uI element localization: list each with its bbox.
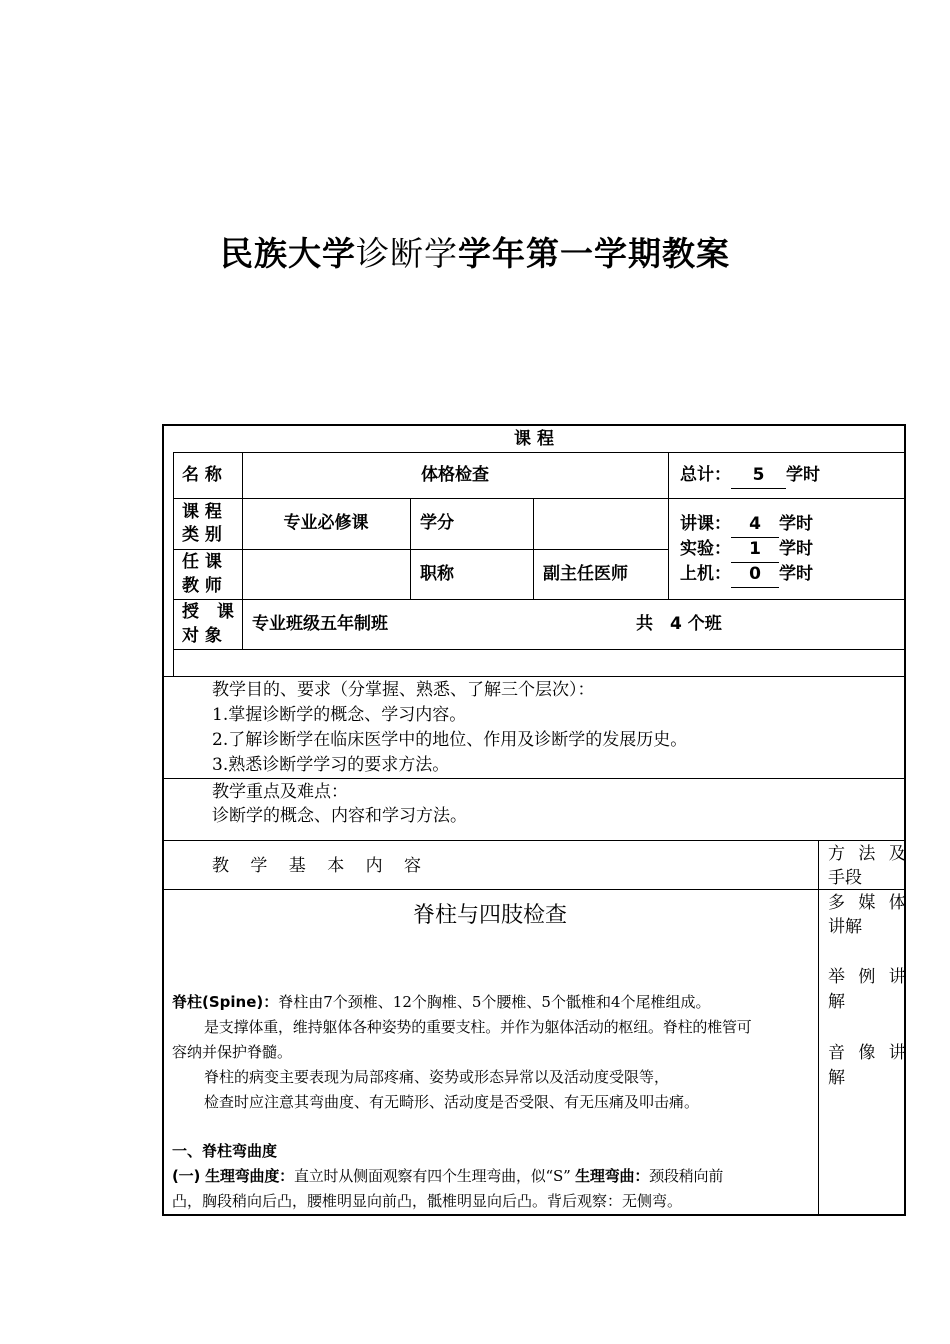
page-title: 民族大学诊断学学年第一学期教案 [220,234,730,273]
lecture-hours: 讲课： 4 学时 [680,512,813,538]
rule [668,452,669,599]
rule [162,889,906,890]
course-header: 课 程 [514,429,554,449]
rank-value: 副主任医师 [543,564,628,584]
computer-hours: 上机： 0 学时 [680,562,813,588]
target-label: 授 课 [182,602,240,622]
spine-paragraph: 检查时应注意其弯曲度、有无畸形、活动度是否受限、有无压痛及叩击痛。 [204,1093,700,1111]
rule [162,778,906,779]
method-header: 手段 [828,868,862,888]
rule [173,452,174,676]
method-item: 多 媒 体 [828,893,910,913]
method-item: 举 例 讲 [828,967,910,987]
rule [173,498,906,499]
teacher-label: 任 课 [182,552,222,572]
method-item: 解 [828,1068,845,1088]
rank-label: 职称 [420,564,454,584]
lab-hours: 实验： 1 学时 [680,537,813,563]
key-points-heading: 教学重点及难点： [212,782,348,802]
objective-item: 1.掌握诊断学的概念、学习内容。 [212,705,467,725]
target-class: 专业班级五年制班 [252,614,388,634]
rule [818,840,819,1216]
total-hours: 总计： 5 学时 [680,463,820,489]
teacher-label: 教 师 [182,576,222,596]
rule [410,498,411,599]
method-item: 解 [828,992,845,1012]
class-count: 共 4 个班 [636,614,722,634]
spine-paragraph: 容纳并保护脊髓。 [172,1043,293,1061]
type-label: 类 别 [182,525,222,545]
rule [173,599,906,600]
method-item: 音 像 讲 [828,1043,910,1063]
rule [162,676,906,677]
content-header: 教 学 基 本 内 容 [212,856,430,876]
curvature-paragraph: 凸，胸段稍向后凸，腰椎明显向前凸，骶椎明显向后凸。背后观察：无侧弯。 [172,1192,683,1210]
rule [162,840,906,841]
course-name: 体格检查 [421,465,489,485]
spine-paragraph: 是支撑体重，维持躯体各种姿势的重要支柱。并作为躯体活动的枢纽。脊柱的椎管可 [204,1018,752,1036]
method-item: 讲解 [828,917,862,937]
rule [173,549,668,550]
target-label: 对 象 [182,626,222,646]
type-label: 课 程 [182,502,222,522]
method-header: 方 法 及 [828,844,910,864]
curvature-paragraph: (一) 生理弯曲度：直立时从侧面观察有四个生理弯曲，似“S” 生理弯曲：颈段稍向前 [172,1167,724,1185]
rule [173,452,906,453]
credit-label: 学分 [420,513,454,533]
course-type: 专业必修课 [283,513,369,533]
spine-definition: 脊柱(Spine)：脊柱由7个颈椎、12个胸椎、5个腰椎、5个骶椎和4个尾椎组成。 [172,993,711,1011]
key-points-text: 诊断学的概念、内容和学习方法。 [212,806,467,826]
spine-paragraph: 脊柱的病变主要表现为局部疼痛、姿势或形态异常以及活动度受限等， [204,1068,670,1086]
curvature-heading: 一、脊柱弯曲度 [172,1142,278,1160]
rule [533,498,534,599]
section-title: 脊柱与四肢检查 [412,903,567,928]
name-label: 名 称 [182,465,222,485]
objectives-heading: 教学目的、要求（分掌握、熟悉、了解三个层次）： [212,680,595,700]
objective-item: 2.了解诊断学在临床医学中的地位、作用及诊断学的发展历史。 [212,730,688,750]
rule [173,649,906,650]
objective-item: 3.熟悉诊断学学习的要求方法。 [212,755,450,775]
